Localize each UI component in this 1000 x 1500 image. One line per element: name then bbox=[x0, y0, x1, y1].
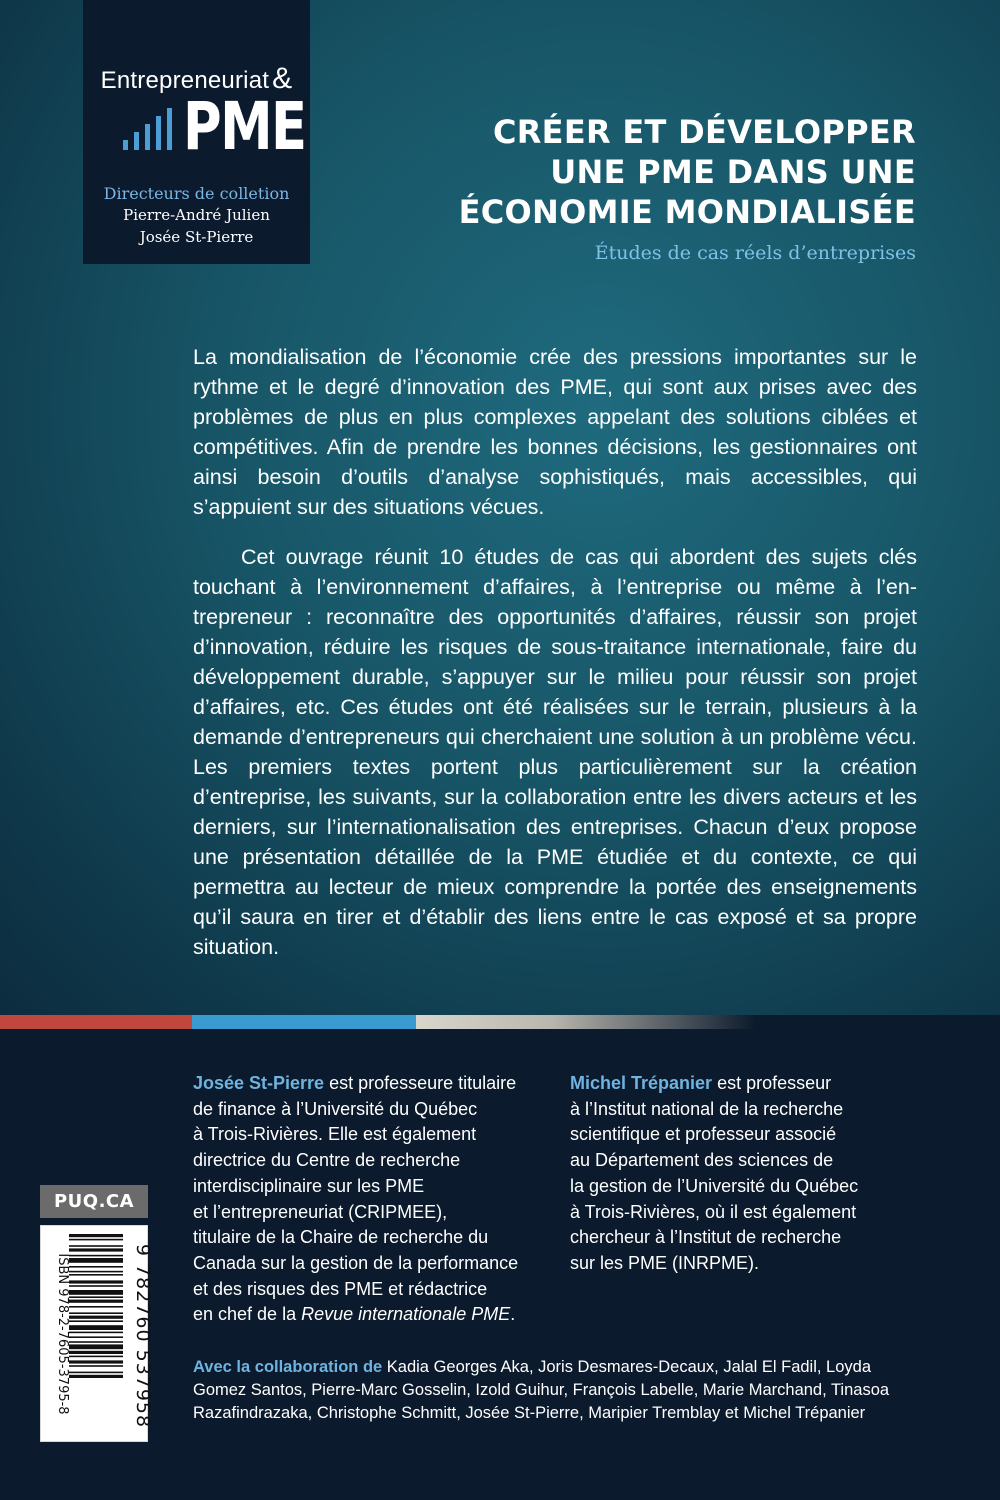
barcode-bar bbox=[69, 1375, 123, 1378]
author-name: Josée St-Pierre bbox=[193, 1073, 325, 1093]
barcode-bar bbox=[69, 1285, 123, 1287]
barcode-bar bbox=[69, 1336, 123, 1338]
stripe-red bbox=[0, 1015, 192, 1029]
publisher-site: PUQ.CA bbox=[40, 1185, 148, 1218]
author-bio-st-pierre: Josée St-Pierre est professeure titulaire de finance à l’Université du Québec à Trois-Rivières. Elle est également directrice du Centre de recherche interdisciplinaire sur les PME et l’entrepreneuriat (CRIPMEE), titulaire de la Chaire de recherche du Canada sur la gestion de la performance et des risques des PME et rédactrice en chef de la Revue internationale PME. bbox=[193, 1073, 519, 1325]
barcode-bar bbox=[69, 1266, 123, 1268]
barcode-bar bbox=[69, 1365, 123, 1367]
director-name: Josée St-Pierre bbox=[139, 228, 254, 246]
barcode-bar bbox=[69, 1296, 123, 1298]
barcode-bar bbox=[69, 1360, 123, 1363]
pme-logo: PME bbox=[183, 88, 306, 165]
barcode-bar bbox=[69, 1274, 123, 1276]
stripe-light bbox=[416, 1015, 756, 1029]
barcode-bar bbox=[69, 1280, 123, 1283]
barcode-digits: 9 782760 537958 bbox=[132, 1243, 154, 1429]
barcode-bar bbox=[69, 1271, 123, 1273]
barcode-bar bbox=[69, 1341, 123, 1343]
barcode-bar bbox=[69, 1356, 123, 1358]
collaboration-label: Avec la collaboration de bbox=[193, 1358, 383, 1376]
barcode-bar bbox=[69, 1372, 123, 1374]
barcode-bar bbox=[69, 1290, 123, 1295]
stripe-blue bbox=[192, 1015, 416, 1029]
collection-box bbox=[83, 0, 310, 264]
book-title bbox=[416, 112, 916, 232]
barcode-bar bbox=[69, 1255, 123, 1257]
title-line: CRÉER ET DÉVELOPPER bbox=[492, 113, 916, 151]
isbn-barcode bbox=[40, 1225, 154, 1442]
director-name: Pierre-André Julien bbox=[123, 206, 270, 224]
collaborator-names: Kadia Georges Aka, Joris Desmares-Decaux, Jalal El Fadil, Loyda Gomez Santos, Pierre-Marc Gosselin, Izold Guihur, François Labelle, Marie Marchand, Tinasoa Razafindrazaka, Christophe Schmitt, Josée St-Pierre, Maripier Tremblay et Michel Trépanier bbox=[193, 1358, 890, 1422]
author-bio-trepanier: Michel Trépanier est professeur à l’Institut national de la recherche scientifique et professeur associé au Département des sciences de la gestion de l’Université du Québec à Trois-Rivières, où il est également chercheur à l’Institut de recherche sur les PME (INRPME). bbox=[570, 1073, 859, 1273]
barcode-bar bbox=[69, 1332, 123, 1334]
barcode-bar bbox=[69, 1312, 123, 1314]
directors-label: Directeurs de colletion bbox=[103, 184, 290, 203]
title-line: UNE PME DANS UNE bbox=[550, 153, 916, 191]
collection-ampersand: & bbox=[272, 62, 293, 95]
barcode-icon bbox=[41, 1226, 154, 1443]
barcode-bar bbox=[69, 1300, 123, 1303]
barcode-bar bbox=[69, 1344, 123, 1349]
barcode-bar bbox=[69, 1325, 123, 1330]
isbn-text: ISBN 978-2-7605-3795-8 bbox=[55, 1253, 70, 1415]
author-name: Michel Trépanier bbox=[570, 1073, 713, 1093]
book-description bbox=[193, 342, 917, 982]
barcode-bar bbox=[69, 1306, 123, 1308]
description-paragraph: Cet ouvrage réunit 10 études de cas qui abordent des sujets clés touchant à l’environnement d’affaires, à l’entreprise ou même à l’entrepreneur : reconnaître des opportunités d’affaires, réussir son projet d’innovation, réduire les risques de sous-traitance internationale, faire du développement durable, s’appuyer sur le milieu pour réussir son projet d’affaires, etc. Ces études ont été réalisées sur le terrain, plusieurs à la demande d’entrepreneurs qui cherchaient une solution à un problème vécu. Les premiers textes portent plus particulièrement sur la création d’entreprise, les suivants, sur la collaboration entre les divers acteurs et les derniers, sur l’internationalisation des entreprises. Chacun d’eux propose une présentation détaillée de la PME étudiée et du contexte, ce qui permettra au lecteur de mieux comprendre la portée des enseignements qu’il saura en tirer et d’établir des liens entre le cas exposé et sa propre situation. bbox=[193, 545, 917, 959]
bars-icon bbox=[123, 108, 173, 150]
barcode-bar bbox=[69, 1316, 123, 1319]
barcode-bar bbox=[69, 1258, 123, 1263]
barcode-bar bbox=[69, 1234, 123, 1237]
barcode-bar bbox=[69, 1245, 123, 1247]
barcode-bar bbox=[69, 1248, 123, 1251]
journal-title: Revue internationale PME bbox=[301, 1304, 511, 1325]
barcode-bar bbox=[69, 1320, 123, 1322]
barcode-bar bbox=[69, 1239, 123, 1241]
book-subtitle: Études de cas réels d’entreprises bbox=[594, 242, 916, 264]
barcode-bar bbox=[69, 1351, 123, 1354]
collaborators bbox=[193, 1356, 893, 1425]
description-paragraph: La mondialisation de l’économie crée des pressions importantes sur le rythme et le degré d’innovation des PME, qui sont aux prises avec des problèmes de plus en plus complexes appelant des solutions ciblées et compétitives. Afin de prendre les bonnes décisions, les gestionnaires ont ainsi besoin d’outils d’analyse sophistiqués, mais accessibles, qui s’appuient sur des situations vécues. bbox=[193, 345, 917, 519]
title-line: ÉCONOMIE MONDIALISÉE bbox=[458, 193, 916, 231]
collection-name: Entrepreneuriat & bbox=[100, 62, 293, 95]
